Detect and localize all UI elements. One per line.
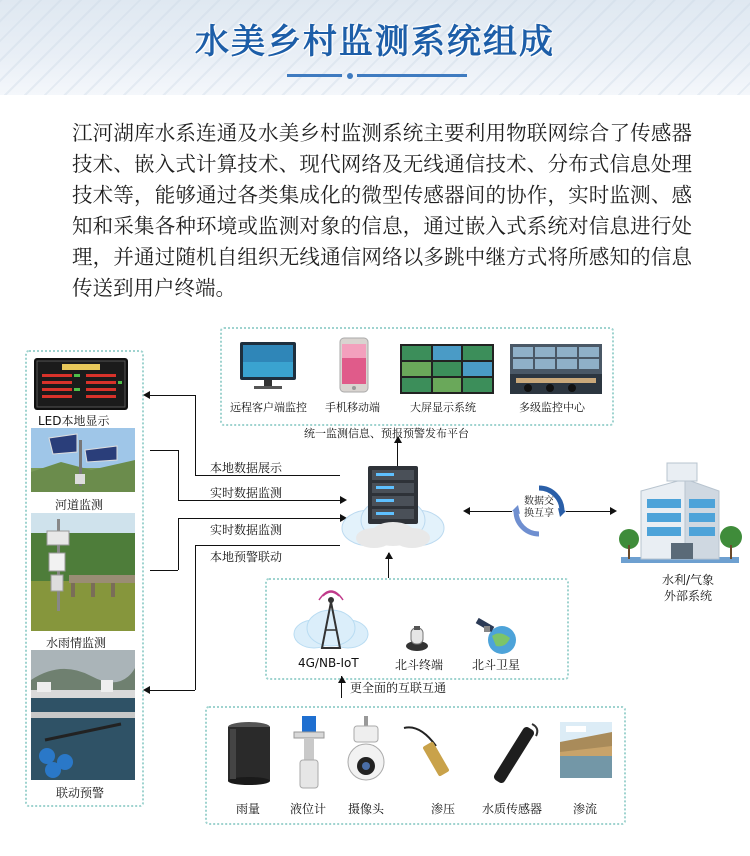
flow-line-led-h — [150, 395, 195, 396]
flow-line-rain-v — [178, 518, 179, 570]
sensor-label-seepage-flow: 渗流 — [573, 802, 598, 816]
flow-arrow-alarm — [143, 686, 150, 694]
platform-caption: 统一监测信息、预报预警发布平台 — [304, 427, 469, 440]
title-underline-dot — [347, 73, 353, 79]
flow-label-realtime-2: 实时数据监测 — [210, 523, 283, 537]
control-center-image — [510, 344, 602, 394]
left-label-river: 河道监测 — [55, 498, 104, 512]
exchange-label-line2: 换互享 — [524, 508, 554, 519]
rain-gauge-icon — [226, 720, 272, 786]
camera-icon — [346, 716, 386, 786]
big-screen-image — [400, 344, 494, 394]
sensor-label-camera: 摄像头 — [348, 802, 385, 816]
flow-line-alarm-v — [195, 545, 196, 690]
seepage-flow-icon — [560, 722, 612, 778]
flow-line-realtime-2 — [178, 518, 340, 519]
exchange-label — [524, 496, 554, 520]
title-underline-left — [287, 74, 342, 77]
rain-water-image — [31, 513, 135, 631]
page-title: 水美乡村监测系统组成 — [195, 22, 555, 62]
sensor-label-level: 液位计 — [290, 802, 327, 816]
flow-line-rain-h — [150, 570, 178, 571]
exchange-arrow-left — [463, 507, 470, 515]
header-banner — [0, 0, 750, 95]
building-label — [662, 572, 714, 604]
river-monitoring-image — [31, 428, 135, 492]
seepage-pressure-icon — [400, 722, 470, 782]
tower-4g-icon — [292, 590, 370, 654]
network-label-beidou-satellite: 北斗卫星 — [472, 658, 521, 672]
top-label-mobile: 手机移动端 — [325, 401, 380, 414]
left-label-led: LED本地显示 — [38, 414, 110, 428]
intro-paragraph: 江河湖库水系连通及水美乡村监测系统主要利用物联网综合了传感器技术、嵌入式计算技术、现代网络及无线通信技术、分布式信息处理技术等，能够通过各类集成化的微型传感器间的协作，实时监测、感知和采集各种环境或监测对象的信息，通过嵌入式系统对信息进行处理，并通过随机自组织无线通信网络以多跳中继方式将所感知的信息传送到用户终端。 — [72, 121, 692, 300]
sensor-label-seepage-pressure: 渗压 — [431, 802, 456, 816]
flow-line-alarm-h — [150, 690, 195, 691]
top-label-bigscreen: 大屏显示系统 — [410, 401, 476, 414]
network-to-server-arrow — [385, 552, 393, 559]
left-label-warning: 联动预警 — [56, 786, 105, 800]
sensor-label-rain: 雨量 — [236, 802, 261, 816]
network-label-beidou-terminal: 北斗终端 — [395, 658, 444, 672]
top-label-center: 多级监控中心 — [519, 401, 585, 414]
building-label-line2: 外部系统 — [664, 589, 713, 603]
title-underline-right — [357, 74, 467, 77]
flow-line-led-v — [195, 395, 196, 475]
flow-arrow-led — [143, 391, 150, 399]
beidou-satellite-icon — [470, 614, 522, 656]
beidou-terminal-icon — [404, 622, 430, 652]
flow-line-river-h — [150, 450, 178, 451]
exchange-label-line1: 数据交 — [524, 496, 554, 507]
linkage-warning-image — [31, 650, 135, 780]
flow-line-river-v — [178, 450, 179, 500]
water-quality-sensor-icon — [484, 720, 544, 788]
building-label-line1: 水利/气象 — [662, 573, 715, 587]
sensors-to-network-arrow — [338, 676, 346, 683]
external-building-icon — [615, 455, 745, 565]
network-label-4g: 4G/NB-IoT — [298, 656, 359, 670]
network-caption: 更全面的互联互通 — [350, 681, 447, 695]
led-display-image — [34, 358, 128, 410]
left-label-rain: 水雨情监测 — [46, 636, 107, 650]
server-to-platform-arrow — [394, 436, 402, 443]
remote-client-image — [236, 340, 300, 392]
flow-label-realtime-1: 实时数据监测 — [210, 486, 283, 500]
flow-label-alarm: 本地预警联动 — [210, 550, 283, 564]
cloud-server-icon — [340, 462, 446, 552]
level-meter-icon — [290, 716, 328, 790]
flow-label-display: 本地数据展示 — [210, 461, 283, 475]
mobile-phone-image — [339, 337, 369, 393]
sensor-label-water-quality: 水质传感器 — [482, 802, 543, 816]
flow-line-alarm — [195, 545, 340, 546]
top-label-remote: 远程客户端监控 — [230, 401, 307, 414]
